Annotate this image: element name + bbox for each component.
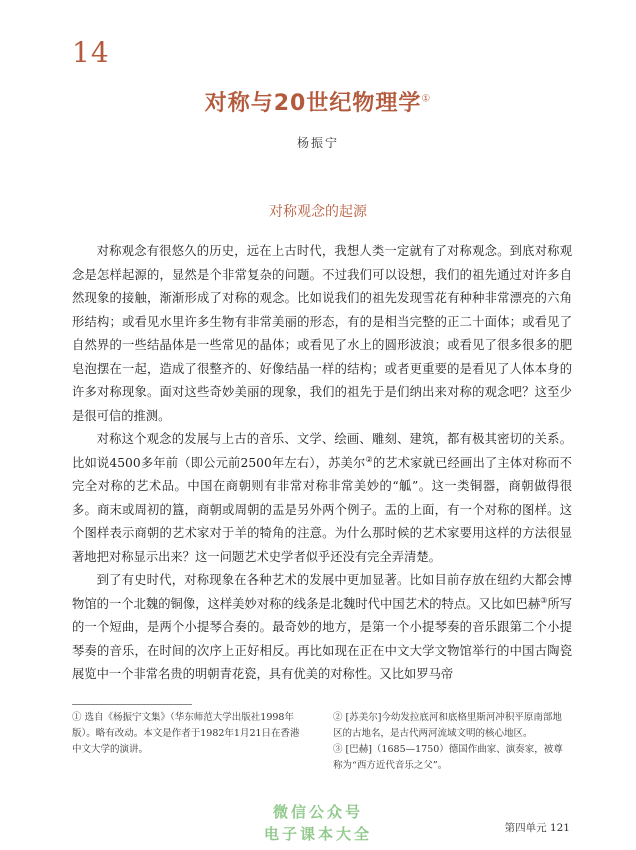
paragraph-2-text-a: 对称这个观念的发展与上古的音乐、文学、绘画、雕刻、建筑，都有极其密切的关系。比如说4500多年前（即公元前2500年左右），苏美尔 [72,432,572,470]
title-text: 对称与20世纪物理学 [204,91,422,116]
lesson-number: 14 [72,36,110,69]
footnotes [72,710,568,774]
paragraph-2-text-b: 的艺术家就已经画出了主体对称而不完全对称的艺术品。中国在商朝则有非常对称非常美妙的“觚”。这一类铜器，商朝做得很多。商末或周初的簋，商朝或周朝的盂是另外两个例子。盂的上面，有一个对称的图样。这个图样表示商朝的艺术家对于羊的犄角的注意。为什么那时候的艺术家要用这样的方法很显著地把对称显示出来？这一问题艺术史学者似乎还没有完全弄清楚。 [72,455,572,564]
page-footer: 第四单元 121 [504,822,570,834]
page-title [0,86,636,117]
title-footnote-marker: ① [421,93,432,105]
footnote-marker-2: ② [365,454,373,464]
article-body [72,240,572,687]
author-name: 杨振宁 [296,136,339,150]
watermark-line-2: 电子课本大全 [263,825,372,843]
paragraph-1: 对称观念有很悠久的历史，远在上古时代，我想人类一定就有了对称观念。到底对称观念是怎样起源的，显然是个非常复杂的问题。不过我们可以设想，我们的祖先通过对许多自然现象的接触，渐渐形成了对称的观念。比如说我们的祖先发现雪花有种种非常漂亮的六角形结构；或看见水里许多生物有非常美丽的形态，有的是相当完整的正二十面体；或看见了自然界的一些结晶体是一些常见的晶体；或看见了水上的圆形波浪；或看见了很多很多的肥皂泡摆在一起，造成了很整齐的、好像结晶一样的结构；或者更重要的是看见了人体本身的许多对称现象。面对这些奇妙美丽的现象，我们的祖先于是们纳出来对称的观念吧？这至少是很可信的推测。 [72,244,572,423]
paragraph-3 [72,569,572,687]
footnote-2: ② [苏美尔]今幼发拉底河和底格里斯河冲积平原南部地区的古地名，是古代两河流域文明的核心地区。 [333,712,562,739]
section-heading: 对称观念的起源 [269,204,367,220]
footnote-marker-3: ③ [540,595,548,605]
paragraph-3-text-b: 所写的一个短曲，是两个小提琴合奏的。最奇妙的地方，是第一个小提琴奏的音乐跟第二个小提琴奏的音乐，在时间的次序上正好相反。再比如现在正在中文大学文物馆举行的中国古陶瓷展览中一个非常名贵的明朝青花瓷，具有优美的对称性。又比如罗马帝 [72,596,572,681]
paragraph-2 [72,428,572,569]
footnote-divider [72,704,192,705]
footnote-3: ③ [巴赫]（1685—1750）德国作曲家、演奏家，被尊称为“西方近代音乐之父”。 [333,744,563,771]
paragraph-3-text-a: 到了有史时代，对称现象在各种艺术的发展中更加显著。比如目前存放在纽约大都会博物馆的一个北魏的铜像，这样美妙对称的线条是北魏时代中国艺术的特点。又比如巴赫 [72,573,572,611]
watermark-line-1: 微信公众号 [272,803,363,821]
footnote-1: ① 选自《杨振宁文集》（华东师范大学出版社1998年版）。略有改动。本文是作者于1982年1月21日在香港中文大学的演讲。 [72,712,300,755]
